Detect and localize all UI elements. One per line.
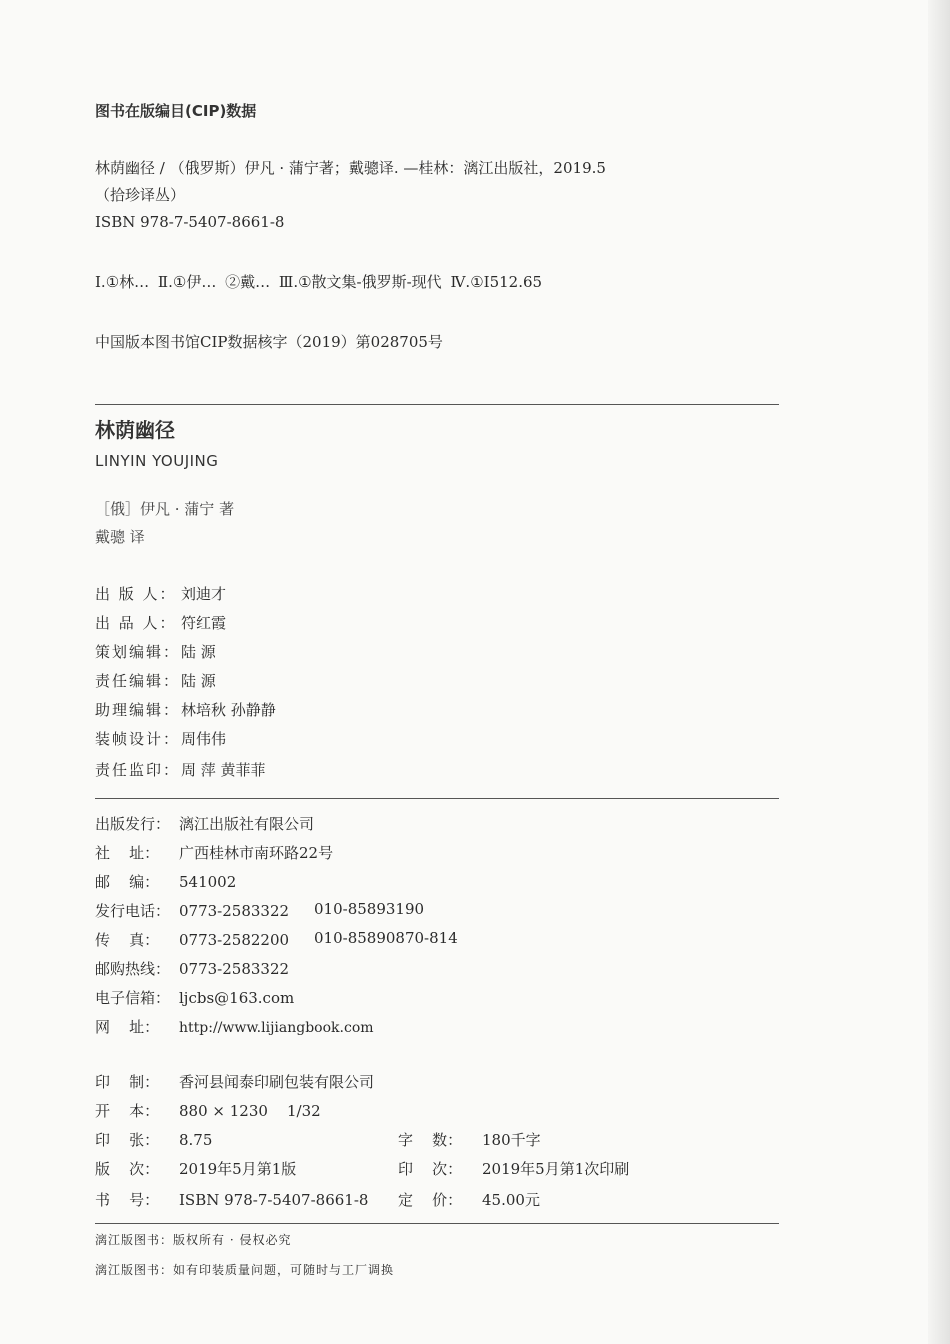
printing-label: 印 制：	[95, 1073, 160, 1091]
edition-value: 2019年5月第1版	[179, 1160, 297, 1178]
book-title-english: LINYIN YOUJING	[95, 452, 219, 470]
credit-value: 刘迪才	[181, 585, 227, 603]
publisher-label: 社 址：	[95, 844, 160, 862]
credit-label: 出 版 人：	[95, 585, 177, 603]
quality-notice: 漓江版图书：如有印装质量问题，可随时与工厂调换	[95, 1263, 395, 1277]
cip-line-1: 林荫幽径 / （俄罗斯）伊凡 · 蒲宁著；戴骢译. —桂林：漓江出版社，2019.5	[95, 159, 606, 177]
cip-isbn: ISBN 978-7-5407-8661-8	[95, 213, 285, 231]
divider-1	[95, 404, 779, 405]
publisher-value: 0773-2582200	[179, 931, 290, 949]
publisher-row	[95, 813, 314, 834]
publisher-label: 出版发行：	[95, 815, 171, 833]
cip-line-2: （拾珍译丛）	[95, 186, 186, 204]
cip-classification: Ⅰ.①林… Ⅱ.①伊… ②戴… Ⅲ.①散文集-俄罗斯-现代 Ⅳ.①I512.65	[95, 273, 543, 291]
credit-label: 出 品 人：	[95, 614, 177, 632]
printing-label: 定 价：	[398, 1191, 463, 1209]
credit-value: 陆 源	[181, 643, 216, 661]
printing-row	[95, 1129, 212, 1150]
credit-row	[95, 699, 276, 720]
book-translator: 戴骢 译	[95, 528, 145, 546]
publisher-row	[95, 842, 333, 863]
divider-2	[95, 798, 779, 799]
publisher-label: 邮购热线：	[95, 960, 171, 978]
printing-row	[95, 1071, 374, 1092]
credit-label: 责任监印：	[95, 761, 181, 779]
publisher-row	[95, 929, 289, 950]
printing-row	[398, 1158, 629, 1179]
printing-label: 印 次：	[398, 1160, 463, 1178]
format-value: 880 × 1230 1/32	[179, 1102, 321, 1120]
cip-heading: 图书在版编目(CIP)数据	[95, 102, 257, 120]
credit-value: 周 萍 黄菲菲	[181, 761, 266, 779]
isbn-value: ISBN 978-7-5407-8661-8	[179, 1191, 369, 1209]
credit-row	[95, 759, 266, 780]
copyright-notice: 漓江版图书：版权所有 · 侵权必究	[95, 1233, 292, 1247]
credit-row	[95, 670, 216, 691]
publisher-value: 漓江出版社有限公司	[179, 815, 315, 833]
printing-label: 开 本：	[95, 1102, 160, 1120]
credit-value: 符红霞	[181, 614, 227, 632]
credit-row	[95, 612, 226, 633]
publisher-label: 邮 编：	[95, 873, 160, 891]
publisher-label: 网 址：	[95, 1018, 160, 1036]
publisher-value: 广西桂林市南环路22号	[179, 844, 334, 862]
printing-label: 版 次：	[95, 1160, 160, 1178]
publisher-label: 传 真：	[95, 931, 160, 949]
printing-row	[398, 1129, 541, 1150]
printer-value: 香河县闻泰印刷包装有限公司	[179, 1073, 375, 1091]
credit-row	[95, 583, 226, 604]
divider-3	[95, 1223, 779, 1224]
credit-row	[95, 641, 216, 662]
book-title: 林荫幽径	[95, 418, 175, 442]
printing-row	[398, 1189, 540, 1210]
credit-value: 周伟伟	[181, 730, 227, 748]
publisher-value: 0773-2583322	[179, 960, 290, 978]
publisher-label: 发行电话：	[95, 902, 171, 920]
publisher-row	[95, 958, 289, 979]
publisher-value: 0773-2583322	[179, 902, 290, 920]
printing-label: 印 张：	[95, 1131, 160, 1149]
price-value: 45.00元	[482, 1191, 540, 1209]
publisher-row	[95, 900, 289, 921]
page-edge-shadow	[928, 0, 950, 1344]
words-value: 180千字	[482, 1131, 541, 1149]
website-value: http://www.lijiangbook.com	[179, 1020, 374, 1036]
printing-label: 字 数：	[398, 1131, 463, 1149]
publisher-label: 电子信箱：	[95, 989, 171, 1007]
credit-label: 助理编辑：	[95, 701, 181, 719]
publisher-row	[95, 871, 236, 892]
credit-row	[95, 728, 226, 749]
impression-value: 2019年5月第1次印刷	[482, 1160, 630, 1178]
publisher-value-secondary: 010-85893190	[314, 900, 425, 918]
credit-label: 策划编辑：	[95, 643, 181, 661]
publisher-row	[95, 1016, 374, 1037]
credit-value: 林培秋 孙静静	[181, 701, 276, 719]
email-value: ljcbs@163.com	[179, 989, 295, 1007]
publisher-row	[95, 987, 294, 1008]
credit-value: 陆 源	[181, 672, 216, 690]
cip-approval: 中国版本图书馆CIP数据核字（2019）第028705号	[95, 333, 443, 351]
printing-row	[95, 1158, 296, 1179]
printing-row	[95, 1189, 368, 1210]
credit-label: 责任编辑：	[95, 672, 181, 690]
sheets-value: 8.75	[179, 1131, 213, 1149]
credit-label: 装帧设计：	[95, 730, 181, 748]
printing-label: 书 号：	[95, 1191, 160, 1209]
publisher-value: 541002	[179, 873, 237, 891]
printing-row	[95, 1100, 321, 1121]
publisher-value-secondary: 010-85890870-814	[314, 929, 458, 947]
book-author: ［俄］伊凡 · 蒲宁 著	[95, 500, 235, 518]
